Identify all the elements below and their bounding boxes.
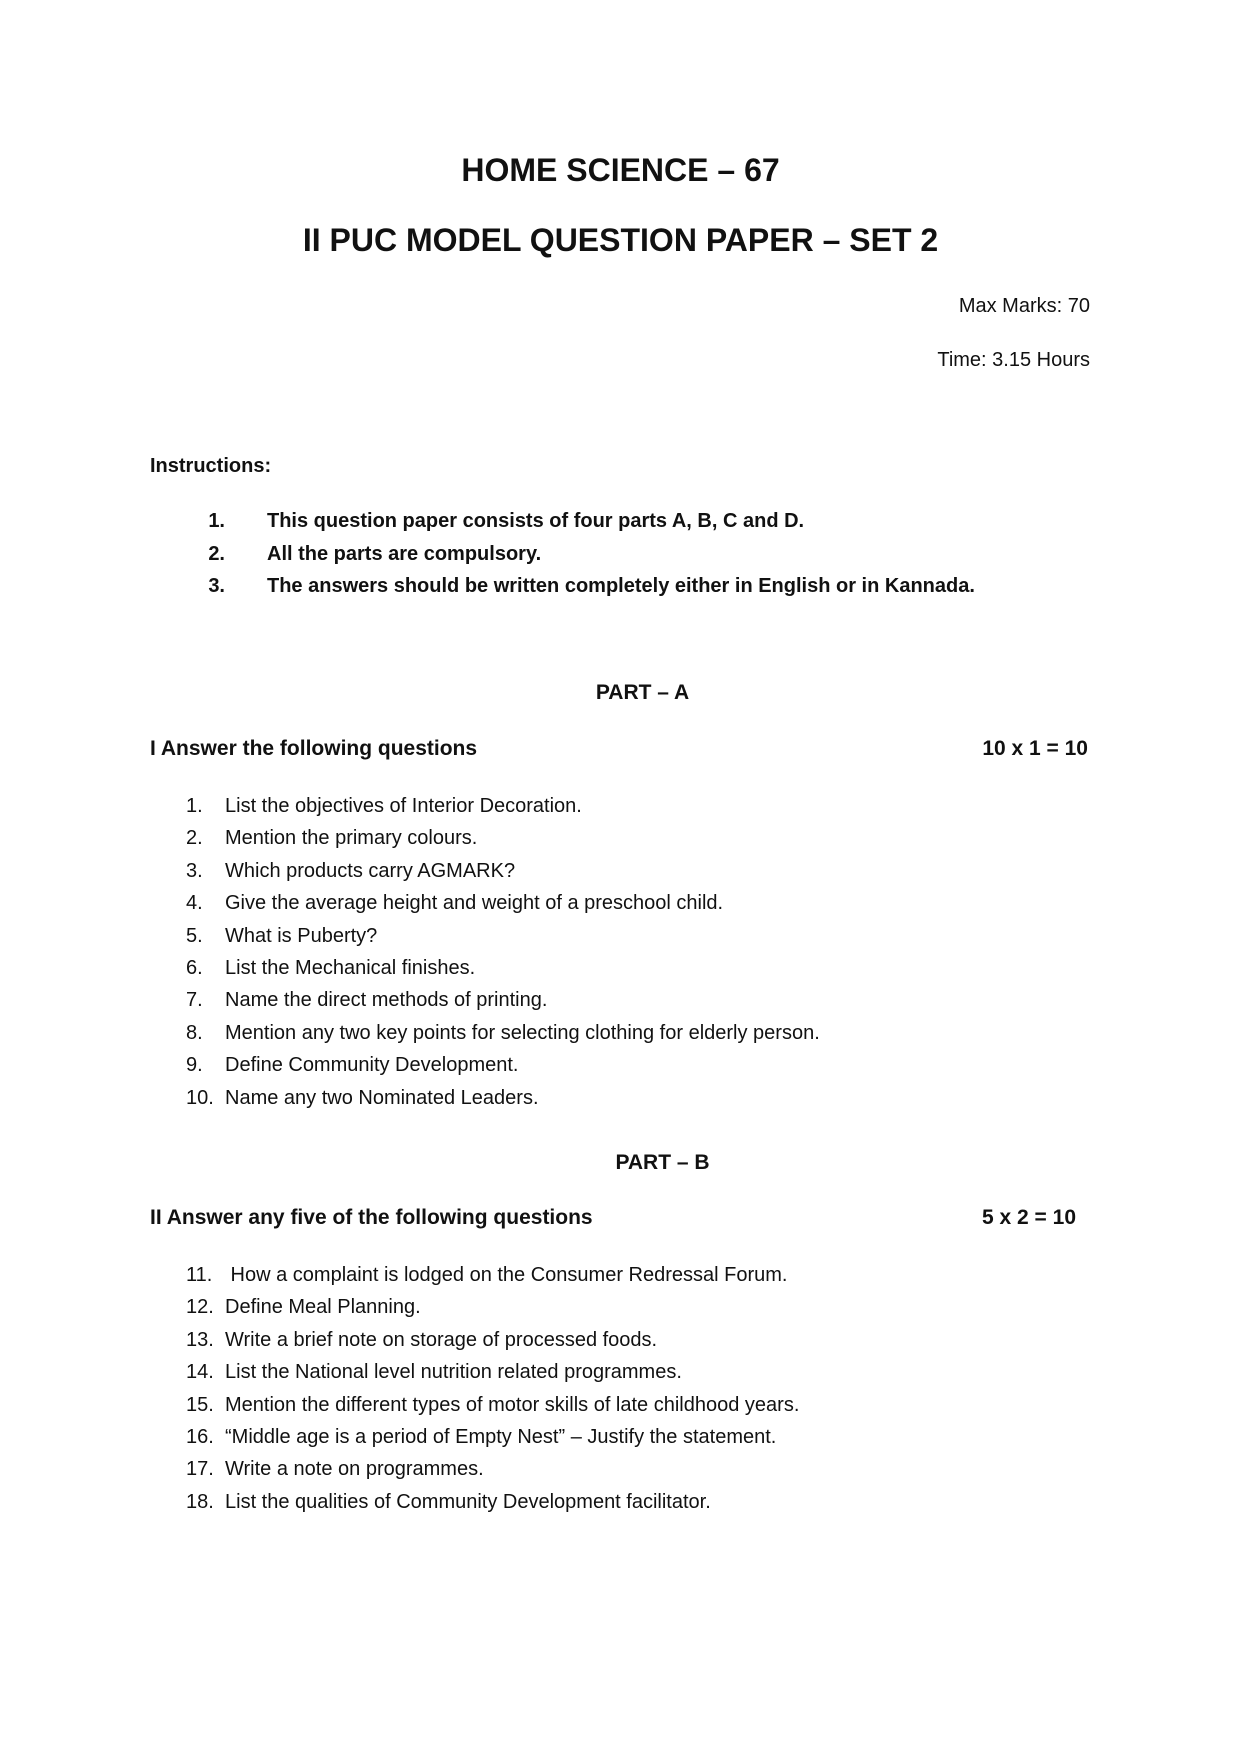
- question-item: [150, 1389, 799, 1421]
- question-number: 1.: [186, 795, 203, 817]
- question-number: 15.: [186, 1393, 214, 1416]
- question-item: [150, 952, 820, 984]
- question-item: [150, 1356, 799, 1388]
- question-text: Mention any two key points for selecting clothing for elderly person.: [225, 1021, 820, 1044]
- instruction-item: [150, 570, 975, 603]
- question-text: List the Mechanical finishes.: [225, 956, 476, 979]
- question-text: “Middle age is a period of Empty Nest” – Justify the statement.: [225, 1425, 777, 1448]
- question-text: Which products carry AGMARK?: [225, 859, 516, 882]
- question-item: [150, 822, 820, 854]
- part-a-section-header: [150, 737, 1088, 761]
- instruction-text: The answers should be written completely either in English or in Kannada.: [267, 575, 975, 597]
- instruction-text: This question paper consists of four parts A, B, C and D.: [267, 510, 805, 532]
- question-text: List the National level nutrition related programmes.: [225, 1361, 682, 1384]
- question-item: [150, 1291, 799, 1323]
- question-number: 7.: [186, 989, 203, 1012]
- question-number: 11.: [186, 1264, 213, 1286]
- exam-time: Time: 3.15 Hours: [937, 349, 1090, 371]
- question-number: 10.: [186, 1086, 214, 1109]
- part-a-section-title: I Answer the following questions: [150, 737, 478, 760]
- question-number: 6.: [186, 956, 203, 979]
- instructions-list: [150, 505, 975, 603]
- question-text: Write a note on programmes.: [225, 1458, 484, 1481]
- instruction-text: All the parts are compulsory.: [267, 542, 542, 565]
- part-b-section-title: II Answer any five of the following questions: [150, 1206, 593, 1229]
- question-number: 3.: [186, 859, 203, 882]
- question-text: List the qualities of Community Development facilitator.: [225, 1490, 711, 1513]
- question-number: 5.: [186, 924, 203, 947]
- paper-subtitle: II PUC MODEL QUESTION PAPER – SET 2: [302, 222, 939, 258]
- part-a-heading: PART – A: [595, 681, 690, 704]
- question-text: Give the average height and weight of a preschool child.: [225, 892, 724, 915]
- question-text: Write a brief note on storage of processed foods.: [225, 1328, 658, 1351]
- part-a-marks: 10 x 1 = 10: [982, 737, 1088, 760]
- question-item: [150, 1082, 820, 1114]
- question-item: [150, 1259, 799, 1291]
- part-b-section-header: [150, 1206, 1076, 1230]
- question-number: 4.: [186, 892, 203, 915]
- question-text: Define Community Development.: [225, 1054, 519, 1077]
- instruction-item: [150, 505, 975, 538]
- question-text: List the objectives of Interior Decoration.: [225, 795, 582, 817]
- question-number: 17.: [186, 1458, 214, 1481]
- question-text: Mention the primary colours.: [225, 827, 478, 850]
- question-item: [150, 1486, 799, 1518]
- question-item: [150, 1453, 799, 1485]
- question-number: 8.: [186, 1021, 203, 1044]
- question-item: [150, 790, 820, 822]
- question-number: 9.: [186, 1054, 203, 1077]
- question-text: Define Meal Planning.: [225, 1296, 421, 1319]
- question-item: [150, 1017, 820, 1049]
- instruction-number: 3.: [208, 575, 225, 597]
- question-item: [150, 1324, 799, 1356]
- question-item: [150, 1421, 799, 1453]
- instruction-number: 2.: [208, 542, 225, 565]
- question-number: 14.: [186, 1361, 214, 1384]
- question-text: What is Puberty?: [225, 924, 378, 947]
- question-item: [150, 1049, 820, 1081]
- question-item: [150, 887, 820, 919]
- instruction-item: [150, 538, 975, 571]
- question-text: How a complaint is lodged on the Consumer Redressal Forum.: [225, 1264, 788, 1286]
- question-item: [150, 855, 820, 887]
- part-a-question-list: [150, 790, 820, 1114]
- instruction-number: 1.: [208, 510, 225, 532]
- max-marks: Max Marks: 70: [958, 295, 1090, 317]
- paper-title: HOME SCIENCE – 67: [461, 152, 780, 188]
- question-number: 16.: [186, 1425, 214, 1448]
- part-b-marks: 5 x 2 = 10: [982, 1206, 1076, 1229]
- question-text: Name any two Nominated Leaders.: [225, 1086, 539, 1109]
- question-number: 2.: [186, 827, 203, 850]
- part-b-question-list: [150, 1259, 799, 1518]
- question-number: 13.: [186, 1328, 214, 1351]
- question-item: [150, 984, 820, 1016]
- question-number: 12.: [186, 1296, 214, 1319]
- question-text: Name the direct methods of printing.: [225, 989, 548, 1012]
- instructions-heading: Instructions:: [150, 455, 272, 477]
- question-item: [150, 920, 820, 952]
- part-b-heading: PART – B: [615, 1151, 710, 1174]
- question-text: Mention the different types of motor skills of late childhood years.: [225, 1393, 800, 1416]
- question-number: 18.: [186, 1490, 214, 1513]
